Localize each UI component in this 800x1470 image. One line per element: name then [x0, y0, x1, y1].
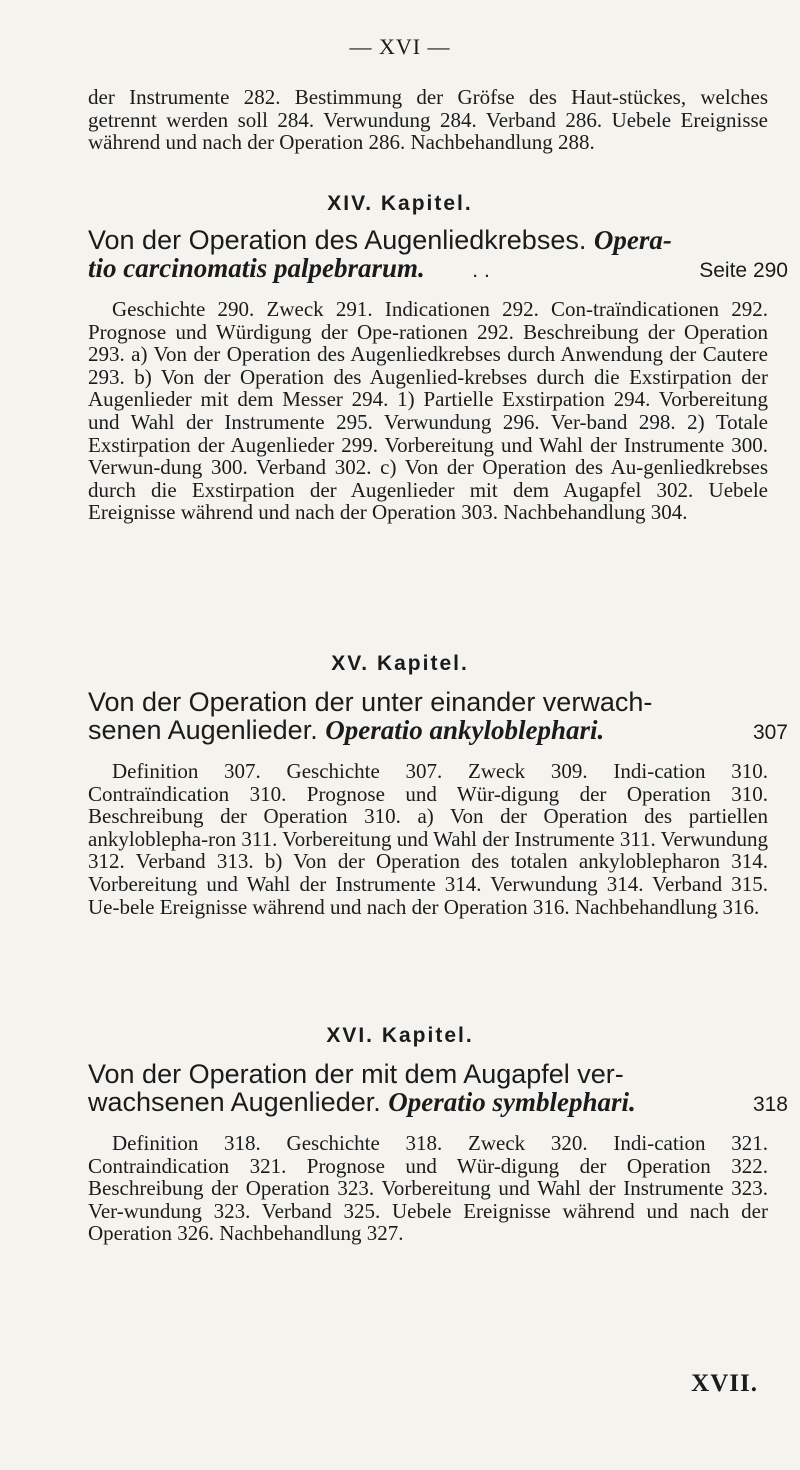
chapter-body-xvi: Definition 318. Geschichte 318. Zweck 320. Indi-cation 321. Contraindication 321. Prognose und Wür-digung der Operation 322. Beschreibung der Operation 323. Vorbereitung und Wahl der Instrumente 323. Ver-wundung 323. Verband 325. Uebele Ereignisse während und nach der Operation 326. Nachbehandlung 327.: [88, 1131, 768, 1246]
chapter-title-text: Von der Operation des Augenliedkrebses.: [88, 225, 587, 255]
chapter-title-latin: Operatio symblephari.: [388, 1087, 636, 1117]
chapter-heading-xvi: XVI. Kapitel.: [326, 1024, 474, 1047]
chapter-body-xiv: Geschichte 290. Zweck 291. Indicationen 292. Con-traïndicationen 292. Prognose und Würdigung der Ope-rationen 292. Beschreibung der Operation 293. a) Von der Operation des Augenliedkrebses durch Anwendung der Cautere 293. b) Von der Operation des Augenlied-krebses durch die Exstirpation der Augenlieder mit dem Messer 294. 1) Partielle Exstirpation 294. Vorbereitung und Wahl der Instrumente 295. Verwundung 296. Ver-band 298. 2) Totale Exstirpation der Augenlieder 299. Vorbereitung und Wahl der Instrumente 300. Verwun-dung 300. Verband 302. c) Von der Operation des Au-genliedkrebses durch die Exstirpation der Augenlieder mit dem Augapfel 302. Uebele Ereignisse während und nach der Operation 303. Nachbehandlung 304.: [88, 297, 768, 525]
chapter-title-xvi: [88, 1060, 788, 1119]
chapter-body-xv: Definition 307. Geschichte 307. Zweck 309. Indi-cation 310. Contraïndication 310. Prognose und Wür-digung der Operation 310. Beschreibung der Operation 310. a) Von der Operation des partiellen ankyloblepha-ron 311. Vorbereitung und Wahl der Instrumente 311. Verwundung 312. Verband 313. b) Von der Operation des totalen ankyloblepharon 314. Vorbereitung und Wahl der Instrumente 314. Verwundung 314. Verband 315. Ue-bele Ereignisse während und nach der Operation 316. Nachbehandlung 316.: [88, 759, 768, 919]
catchword: XVII.: [691, 1370, 758, 1397]
chapter-title-latin-part1: Opera-: [593, 225, 672, 255]
chapter-title-dots: . .: [472, 259, 490, 282]
chapter-title-latin: Operatio ankyloblephari.: [325, 715, 605, 745]
chapter-title-text-2: wachsenen Augenlieder.: [88, 1087, 381, 1117]
intro-paragraph: der Instrumente 282. Bestimmung der Gröfse des Haut-stückes, welches getrennt werden soll 284. Verwundung 284. Verband 286. Uebele Ereignisse während und nach der Operation 286. Nachbehandlung 288.: [88, 85, 768, 155]
chapter-title-latin-part2: tio carcinomatis palpebrarum.: [88, 253, 425, 283]
chapter-title-text: Von der Operation der unter einander verwach-: [88, 687, 653, 717]
chapter-page-ref: 318: [752, 1093, 788, 1116]
chapter-title-xiv: [88, 226, 788, 285]
page-number-header: — XVI —: [349, 34, 451, 59]
chapter-heading-xiv: XIV. Kapitel.: [327, 192, 473, 215]
chapter-heading-xv: XV. Kapitel.: [331, 652, 469, 675]
chapter-page-ref: Seite 290: [699, 259, 788, 282]
chapter-title-xv: [88, 688, 788, 747]
chapter-title-text-2: senen Augenlieder.: [88, 715, 318, 745]
chapter-page-ref: 307: [752, 721, 788, 744]
chapter-title-text: Von der Operation der mit dem Augapfel ver-: [88, 1059, 624, 1089]
